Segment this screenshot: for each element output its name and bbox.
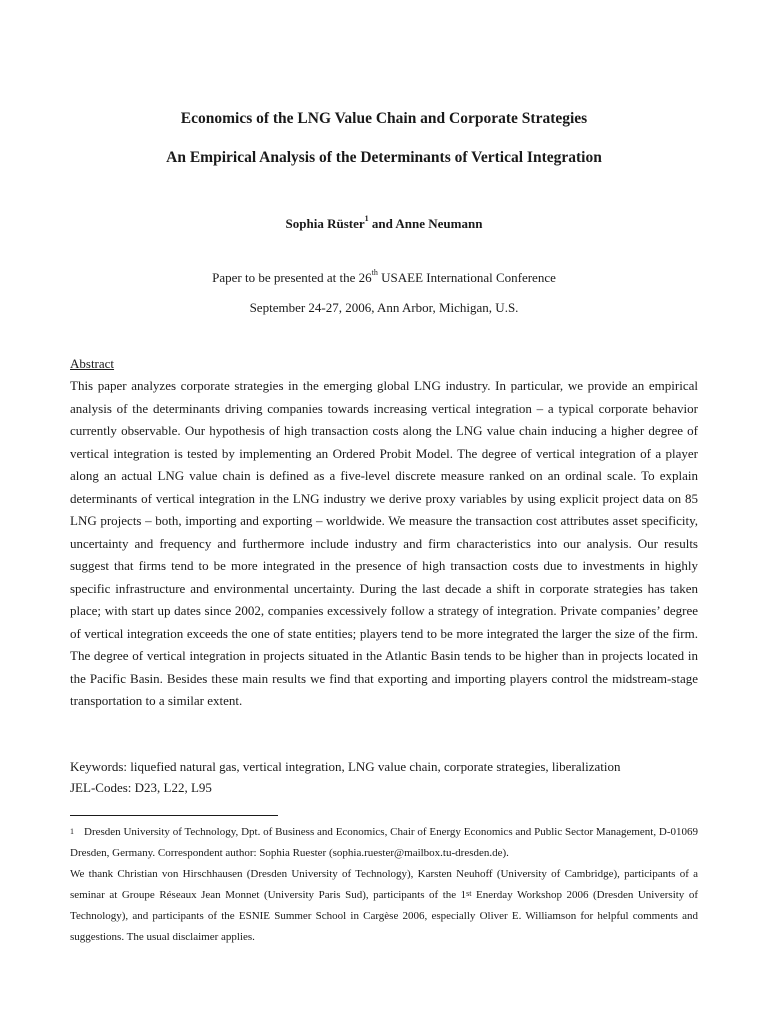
paper-title: Economics of the LNG Value Chain and Corporate Strategies [180, 110, 588, 127]
presentation-line [0, 270, 768, 286]
author-footnote-mark: 1 [364, 214, 369, 223]
jel-codes-line: JEL-Codes: D23, L22, L95 [70, 780, 212, 795]
paper-subtitle: An Empirical Analysis of the Determinants of Vertical Integration [166, 149, 602, 166]
keywords-section [70, 756, 698, 798]
author-second: and Anne Neumann [368, 216, 483, 231]
presentation-ordinal: th [371, 268, 378, 277]
footnote-affiliation-text: Dresden University of Technology, Dpt. of Business and Economics, Chair of Energy Economics and Public Sector Management, D-01069 Dresden, Germany. Correspondent author: Sophia Ruester (sophia.ruester@mailbox.tu-dresden.de). [70, 826, 698, 859]
author-first: Sophia Rüster [285, 216, 365, 231]
footnote-mark: 1 [70, 827, 74, 836]
footnote-ack-ordinal: st [466, 889, 472, 898]
abstract-section [70, 353, 698, 713]
footnote-ack-before: We thank Christian von Hirschhausen (Dresden University of Technology), Karsten Neuhoff (University of Cambridge), participants of a seminar at Groupe Réseaux Jean Monnet (University Paris Sud), participants of the 1 [70, 868, 698, 901]
footnote-acknowledgements [70, 864, 698, 948]
footnote [70, 822, 698, 948]
abstract-heading: Abstract [70, 356, 115, 371]
footnote-ack-after: Enerday Workshop 2006 (Dresden University of Technology), and participants of the ESNIE Summer School in Cargèse 2006, especially Oliver E. Williamson for helpful comments and suggestions. The usual disclaimer applies. [70, 889, 698, 943]
conference-date-line: September 24-27, 2006, Ann Arbor, Michigan, U.S. [249, 300, 519, 315]
author-line [0, 216, 768, 232]
footnote-affiliation [70, 822, 698, 864]
abstract-body: This paper analyzes corporate strategies in the emerging global LNG industry. In particular, we provide an empirical analysis of the determinants driving companies towards increasing vertical integration – a typical corporate behavior currently observable. Our hypothesis of high transaction costs along the LNG value chain inducing a higher degree of vertical integration is tested by implementing an Ordered Probit Model. The degree of vertical integration of a player along an actual LNG value chain is defined as a five-level discrete measure ranked on an ordinal scale. To explain determinants of vertical integration in the LNG industry we derive proxy variables by using explicit project data on 85 LNG projects – both, importing and exporting – worldwide. We measure the transaction cost attributes asset specificity, uncertainty and frequency and furthermore include industry and firm characteristics into our analysis. Our results suggest that firms tend to be more integrated in the presence of high transaction costs due to investments in highly specific infrastructure and environmental uncertainty. During the last decade a shift in corporate strategies has taken place; with start up dates since 2002, companies excessively follow a strategy of integration. Private companies’ degree of vertical integration exceeds the one of state entities; players tend to be more integrated the larger the size of the firm. The degree of vertical integration in projects situated in the Atlantic Basin tends to be higher than in projects located in the Pacific Basin. Besides these main results we find that exporting and importing players control the midstream-stage transportation to a similar extent. [70, 378, 698, 708]
footnote-divider [70, 815, 278, 816]
presentation-text-before: Paper to be presented at the 26 [212, 270, 372, 285]
presentation-text-after: USAEE International Conference [377, 270, 556, 285]
keywords-line: Keywords: liquefied natural gas, vertical integration, LNG value chain, corporate strategies, liberalization [70, 759, 621, 774]
